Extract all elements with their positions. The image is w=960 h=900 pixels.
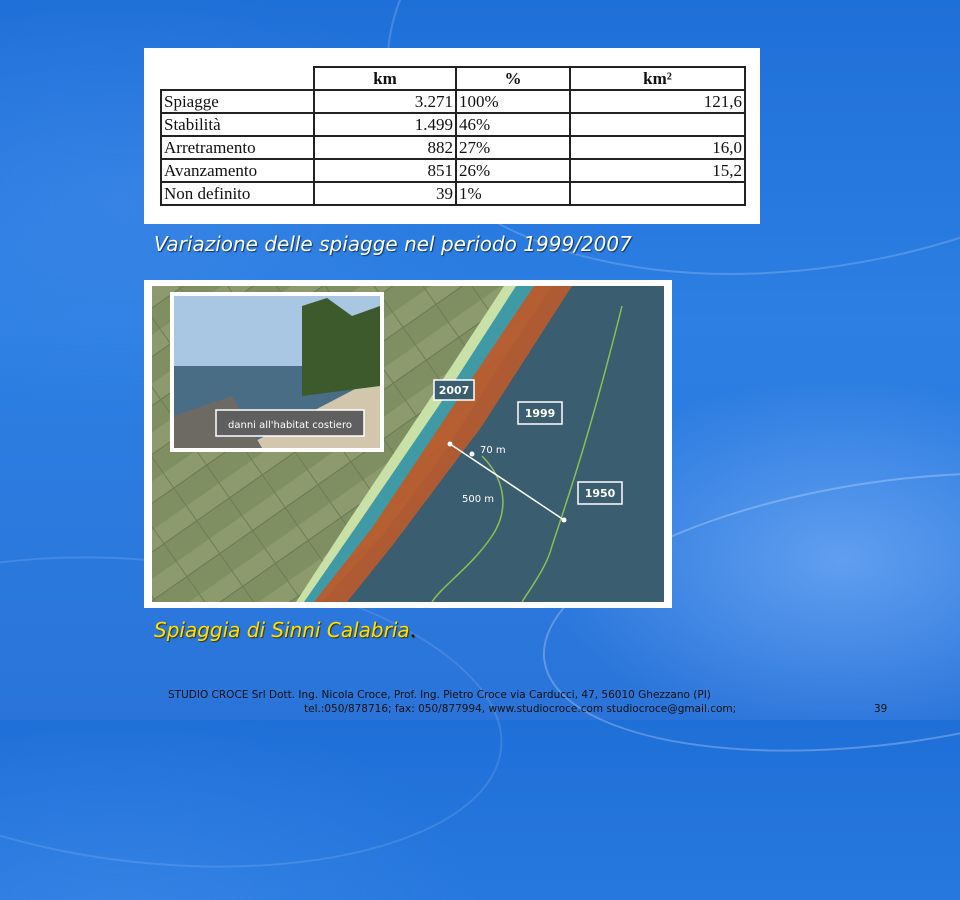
footer-line-2: tel.:050/878716; fax: 050/877994, www.studiocroce.com studiocroce@gmail.com;: [304, 703, 737, 715]
footer-line-1: STUDIO CROCE Srl Dott. Ing. Nicola Croce, Prof. Ing. Pietro Croce via Carducci, 47, 56010 Ghezzano (PI): [168, 689, 711, 701]
distance-point: [470, 452, 475, 457]
row-percent: 100%: [456, 90, 570, 113]
year-label-1950: [578, 482, 622, 504]
table-header-km: km: [314, 67, 456, 90]
year-label-1999: [518, 402, 562, 424]
row-km2: 15,2: [570, 159, 745, 182]
row-km: 39: [314, 182, 456, 205]
beach-variation-table: [160, 66, 746, 206]
year-label-2007: [434, 380, 474, 400]
row-percent: 1%: [456, 182, 570, 205]
table-row: [161, 159, 745, 182]
page-number: 39: [874, 703, 888, 715]
svg-text:1999: 1999: [524, 407, 556, 420]
table-row: [161, 90, 745, 113]
row-km2: 16,0: [570, 136, 745, 159]
row-km: 3.271: [314, 90, 456, 113]
svg-text:1950: 1950: [584, 487, 616, 500]
distance-label-70m: 70 m: [480, 445, 506, 456]
row-km2: [570, 182, 745, 205]
table-header-row: [161, 67, 745, 90]
row-percent: 26%: [456, 159, 570, 182]
row-km: 851: [314, 159, 456, 182]
table-row: [161, 136, 745, 159]
table-caption: Variazione delle spiagge nel periodo 1999/2007: [154, 232, 632, 256]
table-row: [161, 113, 745, 136]
distance-label-500m: 500 m: [462, 494, 495, 505]
table-header-percent: %: [456, 67, 570, 90]
row-km2: 121,6: [570, 90, 745, 113]
row-label: Non definito: [161, 182, 314, 205]
row-label: Spiagge: [161, 90, 314, 113]
row-km: 1.499: [314, 113, 456, 136]
inset-label: danni all'habitat costiero: [228, 420, 352, 431]
row-km2: [570, 113, 745, 136]
map-caption: [154, 618, 416, 642]
table-header-km2: km²: [570, 67, 745, 90]
map-caption-text: Spiaggia di Sinni Calabria: [154, 618, 410, 642]
row-km: 882: [314, 136, 456, 159]
beach-variation-table-image: [144, 48, 760, 224]
inset-photo: [170, 292, 384, 452]
table-header-blank: [161, 67, 314, 90]
distance-point: [448, 442, 453, 447]
svg-text:2007: 2007: [438, 384, 470, 397]
row-label: Arretramento: [161, 136, 314, 159]
row-label: Avanzamento: [161, 159, 314, 182]
distance-point: [562, 518, 567, 523]
table-row: [161, 182, 745, 205]
map-caption-suffix: .: [409, 618, 417, 642]
row-percent: 46%: [456, 113, 570, 136]
coastline-map-image: [144, 280, 672, 608]
row-percent: 27%: [456, 136, 570, 159]
row-label: Stabilità: [161, 113, 314, 136]
aerial-map: [152, 286, 664, 602]
